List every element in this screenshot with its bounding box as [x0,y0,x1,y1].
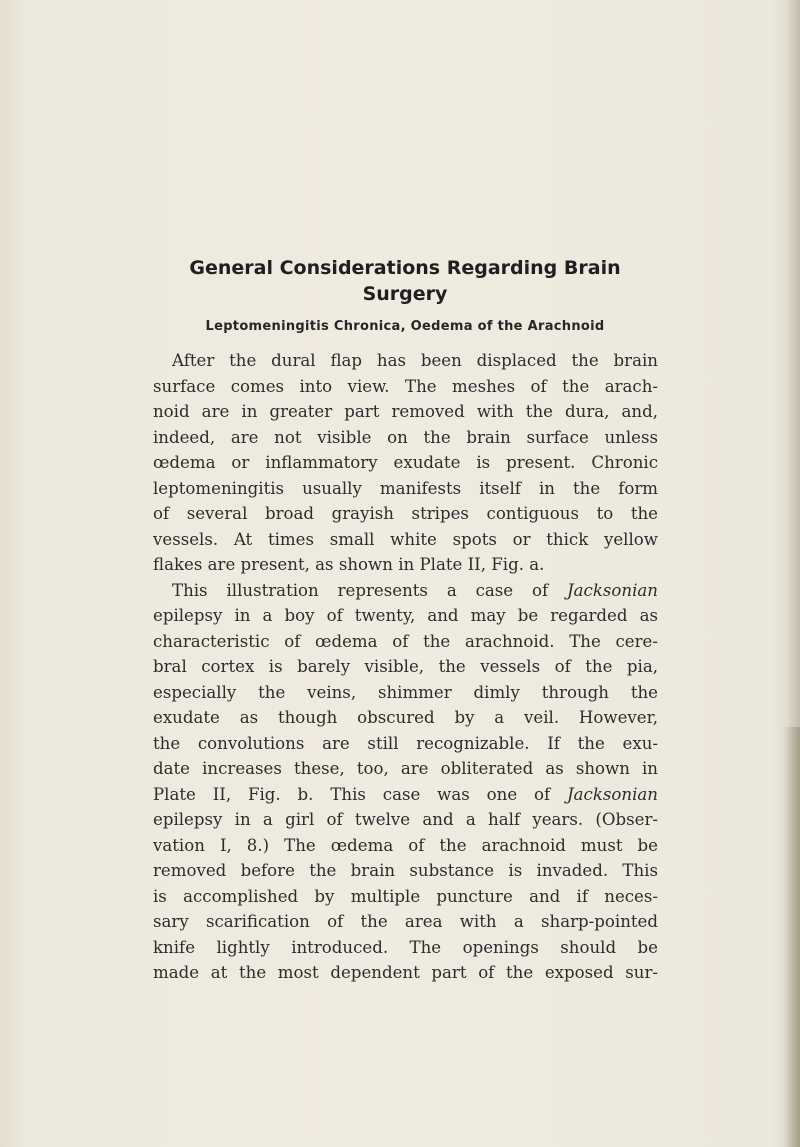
text-line: After the dural flap has been displaced the brain [172,351,658,370]
text-line: is accomplished by multiple puncture and if neces- [153,886,658,906]
text-line: especially the veins, shimmer dimly through the [153,682,658,702]
text-line: knife lightly introduced. The openings should be [153,937,658,957]
text-line: characteristic of œdema of the arachnoid. The cere- [153,631,658,651]
text-line: indeed, are not visible on the brain surface unless [153,427,658,447]
text-line: bral cortex is barely visible, the vessels of the pia, [153,657,658,676]
section-title: Leptomeningitis Chronica, Oedema of the Arachnoid [205,319,605,334]
text-line: This illustration represents a case of Jacksonian [172,580,658,600]
text-line: of several broad grayish stripes contiguous to the [153,504,658,523]
text-line: vessels. At times small white spots or thick yellow [153,529,658,549]
page-edge-stain [782,727,800,1147]
text-line: flakes are present, as shown in Plate II, Fig. a. [153,555,545,574]
text-line: Plate II, Fig. b. This case was one of Jacksonian [153,784,658,804]
text-line: epilepsy in a girl of twelve and a half years. (Obser- [153,810,658,829]
body-text [153,348,658,986]
text-line: noid are in greater part removed with the dura, and, [153,402,658,421]
text-line: œdema or inflammatory exudate is present. Chronic [153,453,658,472]
text-line: exudate as though obscured by a veil. However, [153,708,658,727]
chapter-title: General Considerations Regarding Brain Surgery [189,257,621,305]
text-line: vation I, 8.) The œdema of the arachnoid must be [153,835,658,855]
text-line: leptomeningitis usually manifests itself in the form [153,478,658,498]
text-line: made at the most dependent part of the exposed sur- [153,963,658,982]
text-line: removed before the brain substance is invaded. This [153,861,658,880]
text-line: sary scarification of the area with a sharp-pointed [153,912,658,931]
text-line: epilepsy in a boy of twenty, and may be regarded as [153,606,658,625]
text-line: surface comes into view. The meshes of the arach- [153,376,658,396]
text-line: date increases these, too, are obliterated as shown in [153,759,658,778]
text-line: the convolutions are still recognizable. If the exu- [153,733,658,753]
